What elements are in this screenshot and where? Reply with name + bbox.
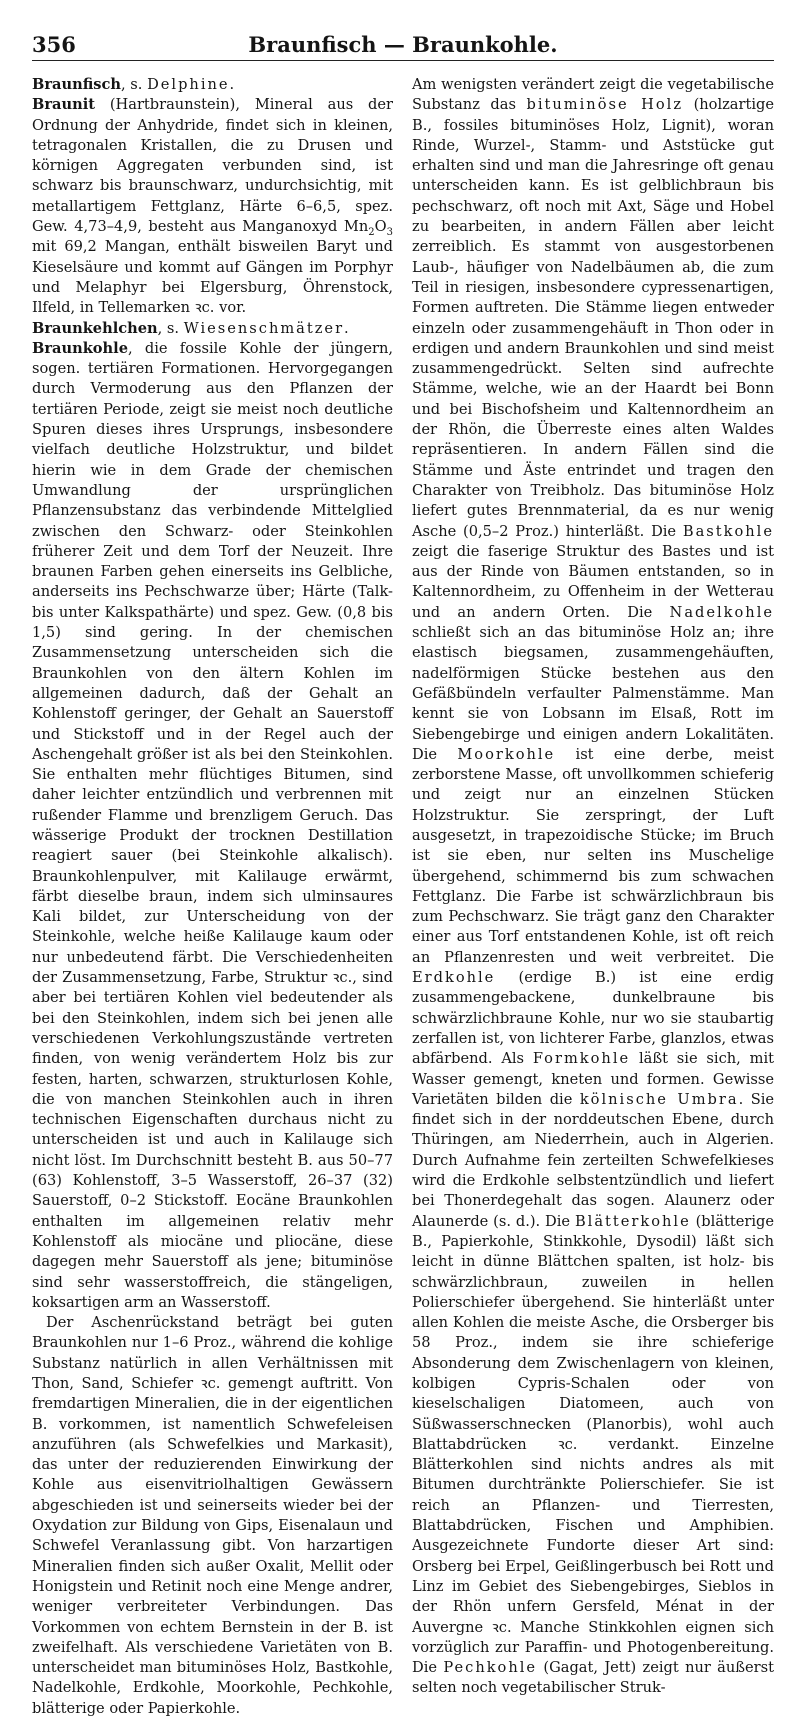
term: Formkohle xyxy=(532,1050,631,1068)
page-number: 356 xyxy=(32,32,76,57)
running-title: Braunfisch — Braunkohle. xyxy=(248,32,558,57)
term: Erdkohle xyxy=(412,969,496,987)
entry-braunkehlchen xyxy=(32,319,393,339)
column-right xyxy=(412,75,775,1697)
entry-text: schließt sich an das bituminöse Holz an; ihre elastisch biegsamen, zusammengehäuften, nadelförmigen Stücke bestehen aus den Gefäßbündeln verfaulter Palmenstämme. Man kennt sie von Lobsann im Elsaß, Rott im Siebengebirge und einigen andern Lokalitäten. Die xyxy=(412,624,774,763)
entry-text: . xyxy=(344,319,349,337)
column-left xyxy=(32,75,393,1717)
entry-braunkohle-p1 xyxy=(32,339,393,1313)
term: Moorkohle xyxy=(457,745,556,763)
entry-text: (Gagat, Jett) zeigt nur äußerst selten noch vegetabilischer Struk- xyxy=(412,1659,774,1697)
term: bituminöse Holz xyxy=(526,96,684,114)
entry-text: . Sie findet sich in der norddeutschen Ebene, durch Thüringen, am Niederrhein, auch in Algerien. Durch Aufnahme fein zerteilten Schwefelkieses wird die Erdkohle selbstentzündlich und liefert bei Thonerdegehalt das sogen. Alaunerz oder Alaunerde (s. d.). Die xyxy=(412,1090,774,1230)
page-header xyxy=(32,30,774,61)
entry-text: , s. xyxy=(157,319,184,337)
term: Bastkohle xyxy=(682,522,774,540)
entry-text: läßt sie sich, mit Wasser gemengt, kneten und formen. Gewisse Varietäten bilden die xyxy=(412,1050,774,1108)
term: Nadelkohle xyxy=(669,603,774,621)
term: kölnische Umbra xyxy=(579,1090,739,1108)
entry-text: , die fossile Kohle der jüngern, sogen. tertiären Formationen. Hervorgegangen durch Vermoderung aus den Pflanzen der tertiären Periode, zeigt sie meist noch deutliche Spuren dieses ihres Ursprungs, insbesondere vielfach deutliche Holzstruktur, und bildet hierin wie in dem Grade der chemischen Umwandlung der ursprünglichen Pflanzensubstanz das verbindende Mittelglied zwischen den Schwarz- oder Steinkohlen früherer Zeit und dem Torf der Neuzeit. Ihre braunen Farben gehen einerseits ins Gelbliche, anderseits ins Pechschwarze über; Härte (Talk- bis unter Kalkspathärte) und spez. Gew. (0,8 bis 1,5) sind gering. In der chemischen Zusammensetzung unterscheiden sich die Braunkohlen von den ältern Kohlen im allgemeinen dadurch, daß der Gehalt an Kohlenstoff geringer, der Gehalt an Sauerstoff und Stickstoff und in der Regel auch der Aschengehalt größer ist als bei den Steinkohlen. Sie enthalten mehr flüchtiges Bitumen, sind daher leichter entzündlich und verbrennen mit rußender Flamme und brenzligem Geruch. Das wässerige Produkt der trocknen Destillation reagiert sauer (bei Steinkohle alkalisch). Braunkohlenpulver, mit Kalilauge erwärmt, färbt dieselbe braun, indem sich ulminsaures Kali bildet, zur Unterscheidung von der Steinkohle, welche heiße Kalilauge kaum oder nur unbedeutend färbt. Die Verschiedenheiten der Zusammensetzung, Farbe, Struktur ꝛc., sind aber bei tertiären Kohlen viel bedeutender als bei den Steinkohlen, indem sich bei jenen alle verschiedenen Verkohlungszustände vertreten finden, von wenig verändertem Holz bis zur festen, harten, schwarzen, strukturlosen Kohle, die von manchen Steinkohlen auch in ihren technischen Eigenschaften durchaus nicht zu unterscheiden ist und auch in Kalilauge sich nicht löst. Im Durchschnitt besteht B. aus 50–77 (63) Kohlenstoff, 3–5 Wasserstoff, 26–37 (32) Sauerstoff, 0–2 Stickstoff. Eocäne Braunkohlen enthalten im allgemeinen relativ mehr Kohlenstoff als miocäne und pliocäne, diese dagegen mehr Sauerstoff als jene; bituminöse sind sehr wasserstoffreich, die stängeligen, koksartigen arm an Wasserstoff. xyxy=(32,339,393,1311)
entry-braunfisch xyxy=(32,75,393,95)
entry-text: Am wenigsten verändert zeigt die vegetabilische Substanz das xyxy=(412,76,774,114)
term: Blätterkohle xyxy=(574,1212,691,1230)
entry-text: ist eine derbe, meist zerborstene Masse, oft unvollkommen schieferig und zeigt nur an einzelnen Stücken Holzstruktur. Sie zerspringt, der Luft ausgesetzt, in trapezoidische Stücke; im Bruch ist sie eben, nur selten ins Muschelige übergehend, schimmernd bis zum schwachen Fettglanz. Die Farbe ist schwärzlichbraun bis zum Pechschwarz. Sie trägt ganz den Charakter einer aus Torf entstandenen Kohle, ist oft reich an Pflanzenresten und weit verbreitet. Die xyxy=(412,745,774,966)
term: Pechkohle xyxy=(443,1659,538,1677)
entry-braunkohle-p3 xyxy=(412,75,774,1699)
entry-text: . xyxy=(229,76,235,93)
entry-braunit xyxy=(32,95,393,318)
lemma: Braunkohle xyxy=(32,339,128,357)
lemma: Braunkehlchen xyxy=(32,319,158,337)
entry-text: (holzartige B., fossiles bituminöses Holz, Lignit), woran Rinde, Wurzel-, Stamm- und Aststücke gut erhalten sind und man die Jahresringe oft genau unterscheiden kann. Es ist gelblichbraun bis pechschwarz, oft noch mit Axt, Säge und Hobel zu bearbeiten, in andern Fällen aber leicht zerreiblich. Es stammt von ausgestorbenen Laub-, häufiger von Nadelbäumen ab, die zum Teil in riesigen, insbesondere cypressenartigen, Formen auftreten. Die Stämme liegen entweder einzeln oder zusammengehäuft in Thon oder in erdigen und andern Braunkohlen und sind meist zusammengedrückt. Selten sind aufrechte Stämme, welche, wie an der Haardt bei Bonn und bei Bischofsheim und Kaltennordheim an der Rhön, die Überreste eines alten Waldes repräsentieren. In andern Fällen sind die Stämme und Äste entrindet und tragen den Charakter von Treibholz. Das bituminöse Holz liefert gutes Brennmaterial, da es nur wenig Asche (0,5–2 Proz.) hinterläßt. Die xyxy=(412,96,774,540)
entry-text: mit 69,2 Mangan, enthält bisweilen Baryt und Kieselsäure und kommt auf Gängen im Porphyr und Melaphyr bei Elgersburg, Öhrenstock, Ilfeld, in Tellemarken ꝛc. vor. xyxy=(32,238,393,317)
formula-part: O xyxy=(374,218,387,236)
cross-reference: Delphine xyxy=(147,76,230,93)
entry-text: (Hartbraunstein), Mineral aus der Ordnung der Anhydride, findet sich in kleinen, tetragonalen Kristallen, die zu Drusen und körnigen Aggregaten verbunden sind, ist schwarz bis braunschwarz, undurchsichtig, mit metallartigem Fettglanz, Härte 6–6,5, spez. Gew. 4,73–4,9, besteht aus Manganoxyd Mn xyxy=(32,96,393,236)
text-columns xyxy=(32,75,775,1717)
lemma: Braunfisch xyxy=(32,76,122,93)
entry-text: (blätterige B., Papierkohle, Stinkkohle, Dysodil) läßt sich leicht in dünne Blättchen spalten, ist holz- bis schwärzlichbraun, zuweilen in hellen Polierschiefer übergehend. Sie hinterläßt unter allen Kohlen die meiste Asche, die Orsberger bis 58 Proz., indem sie ihre schieferige Absonderung dem Zwischenlagern von kleinen, kolbigen Cypris-Schalen oder von kieselschaligen Diatomeen, auch von Süßwasserschnecken (Planorbis), wohl auch Blattabdrücken ꝛc. verdankt. Einzelne Blätterkohlen sind nichts andres als mit Bitumen durchtränkte Polierschiefer. Sie ist reich an Pflanzen- und Tierresten, Blattabdrücken, Fischen und Amphibien. Ausgezeichnete Fundorte dieser Art sind: Orsberg bei Erpel, Geißlingerbusch bei Rott und Linz im Gebiet des Siebengebirges, Sieblos in der Rhön unfern Gersfeld, Ménat in der Auvergne ꝛc. Manche Stinkkohlen eignen sich vorzüglich zur Paraffin- und Photogenbereitung. Die xyxy=(412,1212,775,1677)
formula-subscript: 3 xyxy=(386,226,393,238)
entry-braunkohle-p2 xyxy=(32,1313,393,1719)
entry-text: , s. xyxy=(121,76,148,93)
entry-text: zeigt die faserige Struktur des Bastes und ist aus der Rinde von Bäumen entstanden, so in Kaltennordheim, zu Offenheim in der Wetterau und an andern Orten. Die xyxy=(412,542,774,621)
cross-reference: Wiesenschmätzer xyxy=(183,319,345,337)
lemma: Braunit xyxy=(32,96,95,114)
formula-subscript: 2 xyxy=(368,226,375,238)
entry-text: (erdige B.) ist eine erdig zusammengebackene, dunkelbraune bis schwärzlichbraune Kohle, nur wo sie staubartig zerfallen ist, von lichterer Farbe, glanzlos, etwas abfärbend. Als xyxy=(412,969,774,1068)
entry-text: Der Aschenrückstand beträgt bei guten Braunkohlen nur 1–6 Proz., während die kohlige Substanz natürlich in allen Verhältnissen mit Thon, Sand, Schiefer ꝛc. gemengt auftritt. Von fremdartigen Mineralien, die in der eigentlichen B. vorkommen, ist namentlich Schwefeleisen anzuführen (als Schwefelkies und Markasit), das unter der reduzierenden Einwirkung der Kohle aus eisenvitriolhaltigen Gewässern abgeschieden ist und seinerseits wieder bei der Oxydation zur Bildung von Gips, Eisenalaun und Schwefel Veranlassung gibt. Von harzartigen Mineralien finden sich außer Oxalit, Mellit oder Honigstein und Retinit noch eine Menge andrer, weniger verbreiteter Verbindungen. Das Vorkommen von echtem Bernstein in der B. ist zweifelhaft. Als verschiedene Varietäten von B. unterscheidet man bituminöses Holz, Bastkohle, Nadelkohle, Erdkohle, Moorkohle, Pechkohle, blätterige oder Papierkohle. xyxy=(32,1314,393,1717)
